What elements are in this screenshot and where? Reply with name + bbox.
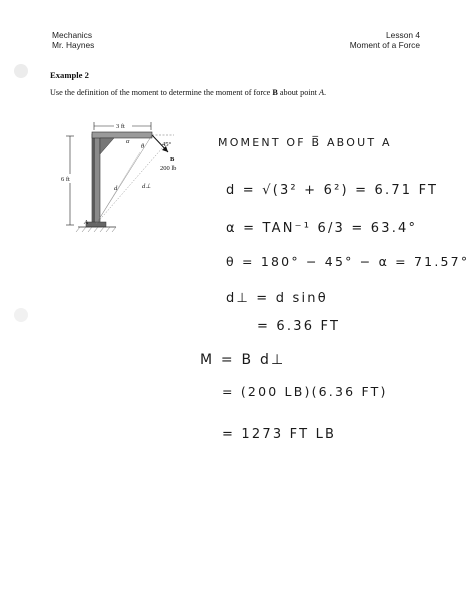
lesson-topic: Moment of a Force xyxy=(349,40,420,50)
perp-distance-equation: d⊥ = d sinθ xyxy=(226,291,328,306)
example-instruction: Use the definition of the moment to determine the moment of force B about point A. xyxy=(50,88,327,97)
example-title: Example 2 xyxy=(50,70,89,80)
distance-label: d xyxy=(114,185,118,192)
alpha-equation: α = TAN⁻¹ 6/3 = 63.4° xyxy=(226,221,418,236)
height-label: 6 ft xyxy=(61,176,70,183)
distance-equation: d = √(3² + 6²) = 6.71 FT xyxy=(226,183,439,198)
moment-substitution: = (200 LB)(6.36 FT) xyxy=(222,384,388,399)
theta-label: θ xyxy=(141,143,145,150)
lesson-number: Lesson 4 xyxy=(386,30,420,40)
alpha-label: α xyxy=(126,138,130,145)
angle-label: 45° xyxy=(162,141,172,148)
teacher-name: Mr. Haynes xyxy=(52,40,95,50)
moment-result: = 1273 FT LB xyxy=(222,427,337,442)
point-label: A xyxy=(84,219,88,226)
solution-heading: MOMENT OF B̅ ABOUT A xyxy=(218,136,392,149)
force-label: B xyxy=(170,156,175,163)
moment-equation: M = B d⊥ xyxy=(200,352,286,368)
perp-distance-result: = 6.36 FT xyxy=(257,319,341,334)
force-value: 200 lb xyxy=(160,165,177,172)
theta-equation: θ = 180° − 45° − α = 71.57° xyxy=(226,254,470,269)
course-name: Mechanics xyxy=(52,30,93,40)
perp-distance-label: d⊥ xyxy=(142,183,151,190)
width-label: 3 ft xyxy=(116,123,125,130)
